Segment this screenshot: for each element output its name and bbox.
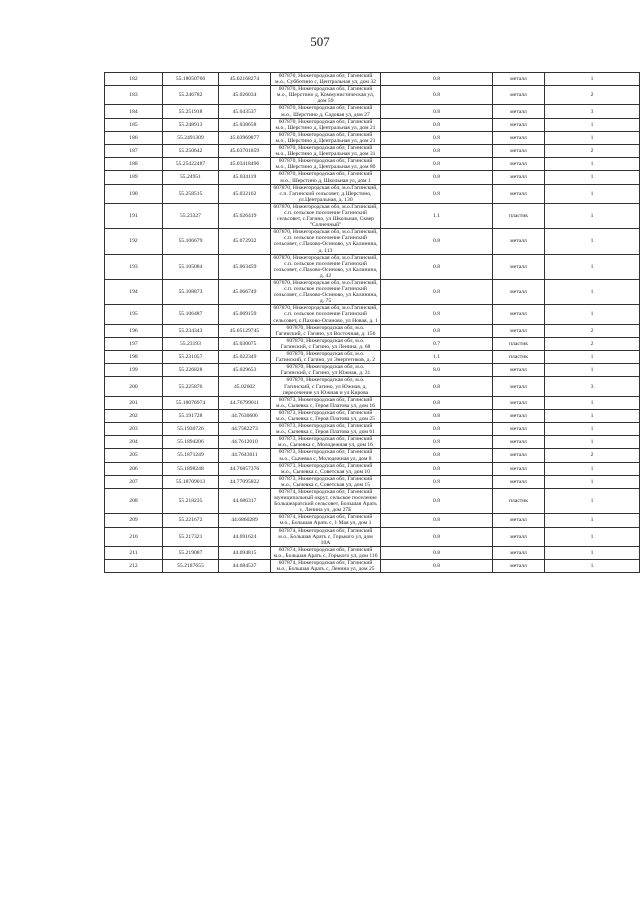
row-number-cell: 197 xyxy=(105,337,163,350)
count-cell: 1 xyxy=(545,409,640,422)
table-row xyxy=(105,489,640,514)
latitude-cell: 55.217321 xyxy=(163,527,219,546)
latitude-cell: 55.1894206 xyxy=(163,436,219,449)
material-cell: металл xyxy=(493,436,545,449)
latitude-cell: 55.246782 xyxy=(163,86,219,105)
table-row xyxy=(105,409,640,422)
material-cell: металл xyxy=(493,184,545,203)
volume-cell: 1.1 xyxy=(381,351,493,364)
table-row xyxy=(105,560,640,573)
count-cell: 3 xyxy=(545,377,640,396)
latitude-cell: 55.226828 xyxy=(163,364,219,377)
count-cell: 1 xyxy=(545,489,640,514)
table-row xyxy=(105,449,640,462)
volume-cell: 0.8 xyxy=(381,305,493,324)
longitude-cell: 44.7643011 xyxy=(219,449,271,462)
table-row xyxy=(105,131,640,144)
address-cell: 607870, Нижегородская обл, Гагинский м.о., Шерстино д, Коммунистическая ул, дом 59 xyxy=(271,86,381,105)
row-number-cell: 193 xyxy=(105,254,163,279)
count-cell: 1 xyxy=(545,364,640,377)
address-cell: 607873, Нижегородская обл, Гагинский м.о., Сычевка с, Героя Платова ул, дом 61 xyxy=(271,423,381,436)
address-cell: 607870, Нижегородская обл, м.о.Гагинский, с.п. сельское поселение Гагинский сельсовет, с.Пахово-Осиново, ул Калинина, д. 42 xyxy=(271,254,381,279)
row-number-cell: 191 xyxy=(105,203,163,228)
volume-cell: 0.8 xyxy=(381,229,493,254)
row-number-cell: 190 xyxy=(105,184,163,203)
latitude-cell: 55.251918 xyxy=(163,105,219,118)
volume-cell: 0.8 xyxy=(381,462,493,475)
row-number-cell: 182 xyxy=(105,73,163,86)
row-number-cell: 206 xyxy=(105,462,163,475)
material-cell: металл xyxy=(493,423,545,436)
material-cell: пластик xyxy=(493,489,545,514)
address-cell: 607870, Нижегородская обл, Гагинский м.о., Шерстино д, Центральная ул, дом 31 xyxy=(271,145,381,158)
table-row xyxy=(105,105,640,118)
row-number-cell: 185 xyxy=(105,118,163,131)
row-number-cell: 207 xyxy=(105,475,163,488)
volume-cell: 0.8 xyxy=(381,527,493,546)
count-cell: 1 xyxy=(545,462,640,475)
count-cell: 1 xyxy=(545,546,640,559)
table-row xyxy=(105,396,640,409)
longitude-cell: 45.05129745 xyxy=(219,324,271,337)
material-cell: металл xyxy=(493,118,545,131)
volume-cell: 8.0 xyxy=(381,364,493,377)
row-number-cell: 189 xyxy=(105,171,163,184)
row-number-cell: 196 xyxy=(105,324,163,337)
volume-cell: 0.8 xyxy=(381,280,493,305)
page-number: 507 xyxy=(310,34,330,49)
address-cell: 607873, Нижегородская обл, Гагинский м.о., Сычевка с, Героя Платова ул, дом 16 xyxy=(271,396,381,409)
longitude-cell: 45.038658 xyxy=(219,118,271,131)
table-row xyxy=(105,324,640,337)
count-cell: 1 xyxy=(545,514,640,527)
latitude-cell: 55.23193 xyxy=(163,337,219,350)
latitude-cell: 55.234343 xyxy=(163,324,219,337)
material-cell: металл xyxy=(493,514,545,527)
address-cell: 607870, Нижегородская обл, м.о.Гагинский, с.п. сельское поселение Гагинский сельсовет, с.Пахово-Осиново, ул Калинина, д. 113 xyxy=(271,229,381,254)
count-cell: 1 xyxy=(545,351,640,364)
address-cell: 607870, Нижегородская обл, м.о.Гагинский, с.п. сельское поселение Гагинский сельсовет, с.Гагино, ул Школьная, Сквер "Солнечный" xyxy=(271,203,381,228)
material-cell: металл xyxy=(493,475,545,488)
row-number-cell: 183 xyxy=(105,86,163,105)
table-row xyxy=(105,229,640,254)
longitude-cell: 45.022349 xyxy=(219,351,271,364)
container-site-table xyxy=(104,72,640,573)
material-cell: металл xyxy=(493,305,545,324)
longitude-cell: 44.694815 xyxy=(219,546,271,559)
row-number-cell: 192 xyxy=(105,229,163,254)
row-number-cell: 210 xyxy=(105,527,163,546)
table-row xyxy=(105,351,640,364)
count-cell: 2 xyxy=(545,324,640,337)
material-cell: металл xyxy=(493,324,545,337)
longitude-cell: 45.02168274 xyxy=(219,73,271,86)
count-cell: 1 xyxy=(545,254,640,279)
longitude-cell: 45.034119 xyxy=(219,171,271,184)
volume-cell: 0.8 xyxy=(381,324,493,337)
address-cell: 607870, Нижегородская обл, м.о. Гагинский, с Гагино, ул Восточная, д. 156 xyxy=(271,324,381,337)
count-cell: 1 xyxy=(545,158,640,171)
volume-cell: 0.8 xyxy=(381,409,493,422)
material-cell: металл xyxy=(493,105,545,118)
count-cell: 1 xyxy=(545,184,640,203)
address-cell: 607870, Нижегородская обл, м.о. Гагинский, с Гагино, ул Ленина, д. 68 xyxy=(271,337,381,350)
table-row xyxy=(105,305,640,324)
longitude-cell: 44.7630606 xyxy=(219,409,271,422)
table-row xyxy=(105,377,640,396)
table-row xyxy=(105,158,640,171)
row-number-cell: 205 xyxy=(105,449,163,462)
address-cell: 607874, Нижегородская обл, Гагинский м.о., Большая Арать с, 1 Мая ул, дом 1 xyxy=(271,514,381,527)
count-cell: 1 xyxy=(545,560,640,573)
count-cell: 1 xyxy=(545,131,640,144)
material-cell: металл xyxy=(493,409,545,422)
row-number-cell: 211 xyxy=(105,546,163,559)
longitude-cell: 44.7582273 xyxy=(219,423,271,436)
table-row xyxy=(105,436,640,449)
volume-cell: 0.8 xyxy=(381,86,493,105)
row-number-cell: 200 xyxy=(105,377,163,396)
latitude-cell: 55.225876 xyxy=(163,377,219,396)
table-row xyxy=(105,462,640,475)
longitude-cell: 44.691624 xyxy=(219,527,271,546)
longitude-cell: 45.043537 xyxy=(219,105,271,118)
volume-cell: 0.7 xyxy=(381,337,493,350)
count-cell: 2 xyxy=(545,449,640,462)
table-row xyxy=(105,423,640,436)
address-cell: 607873, Нижегородская обл, Гагинский м.о., Сычевка с, Советская ул, дом 10 xyxy=(271,462,381,475)
row-number-cell: 204 xyxy=(105,436,163,449)
latitude-cell: 55.231057 xyxy=(163,351,219,364)
address-cell: 607873, Нижегородская обл, Гагинский м.о., Сычевка с, Советская ул, дом 15 xyxy=(271,475,381,488)
address-cell: 607870, Нижегородская обл, Гагинский м.о., Субботино с, Центральная ул, дом 32 xyxy=(271,73,381,86)
longitude-cell: 44.7612010 xyxy=(219,436,271,449)
table-row xyxy=(105,184,640,203)
table-row xyxy=(105,73,640,86)
count-cell: 1 xyxy=(545,305,640,324)
latitude-cell: 55.23327 xyxy=(163,203,219,228)
latitude-cell: 55.106679 xyxy=(163,229,219,254)
material-cell: металл xyxy=(493,73,545,86)
latitude-cell: 55.219087 xyxy=(163,546,219,559)
address-cell: 607870, Нижегородская обл, Гагинский м.о., Шерстино д, Центральная ул, дом 80 xyxy=(271,158,381,171)
latitude-cell: 55.2187655 xyxy=(163,560,219,573)
table-row xyxy=(105,475,640,488)
material-cell: металл xyxy=(493,546,545,559)
material-cell: металл xyxy=(493,396,545,409)
address-cell: 607873, Нижегородская обл, Гагинский м.о., Сычевка с, Молодежная ул, дом 16 xyxy=(271,436,381,449)
count-cell: 1 xyxy=(545,203,640,228)
longitude-cell: 45.02602 xyxy=(219,377,271,396)
count-cell: 1 xyxy=(545,436,640,449)
volume-cell: 0.8 xyxy=(381,118,493,131)
latitude-cell: 55.24951 xyxy=(163,171,219,184)
volume-cell: 1.1 xyxy=(381,203,493,228)
table-row xyxy=(105,86,640,105)
volume-cell: 0.8 xyxy=(381,423,493,436)
longitude-cell: 44.77095822 xyxy=(219,475,271,488)
longitude-cell: 45.069159 xyxy=(219,305,271,324)
address-cell: 607870, Нижегородская обл, м.о. Гагинский, с Гагино, ул Южная, д. 31 xyxy=(271,364,381,377)
address-cell: 607874, Нижегородская обл, Гагинский м.о., Большая Арать с, Горького ул, дом 10А xyxy=(271,527,381,546)
latitude-cell: 55.248913 xyxy=(163,118,219,131)
latitude-cell: 55.18076974 xyxy=(163,396,219,409)
volume-cell: 0.8 xyxy=(381,171,493,184)
count-cell: 2 xyxy=(545,145,640,158)
count-cell: 1 xyxy=(545,423,640,436)
latitude-cell: 55.258515 xyxy=(163,184,219,203)
material-cell: металл xyxy=(493,527,545,546)
volume-cell: 0.8 xyxy=(381,560,493,573)
row-number-cell: 195 xyxy=(105,305,163,324)
count-cell: 1 xyxy=(545,118,640,131)
latitude-cell: 55.218235 xyxy=(163,489,219,514)
volume-cell: 0.8 xyxy=(381,158,493,171)
latitude-cell: 55.1871249 xyxy=(163,449,219,462)
latitude-cell: 55.105084 xyxy=(163,254,219,279)
table-row xyxy=(105,364,640,377)
address-cell: 607873, Нижегородская обл, Гагинский м.о., Сычевка с, Молодежная ул, дом 8 xyxy=(271,449,381,462)
longitude-cell: 45.032162 xyxy=(219,184,271,203)
address-cell: 607870, Нижегородская обл, Гагинский м.о., Шерстино д, Центральная ул, дом 21 xyxy=(271,118,381,131)
longitude-cell: 45.026419 xyxy=(219,203,271,228)
address-cell: 607870, Нижегородская обл, м.о. Гагинский, с Гагино, ул Энергетиков, д. 2 xyxy=(271,351,381,364)
material-cell: металл xyxy=(493,560,545,573)
table-row xyxy=(105,527,640,546)
volume-cell: 0.8 xyxy=(381,475,493,488)
material-cell: металл xyxy=(493,229,545,254)
count-cell: 1 xyxy=(545,396,640,409)
latitude-cell: 55.1930726 xyxy=(163,423,219,436)
address-cell: 607870, Нижегородская обл, Гагинский м.о., Шерстино д, Центральная ул, дом 21 xyxy=(271,131,381,144)
material-cell: металл xyxy=(493,145,545,158)
volume-cell: 0.8 xyxy=(381,546,493,559)
address-cell: 607874, Нижегородская обл, Гагинский м.о., Большая Арать с, Горького ул, дом 116 xyxy=(271,546,381,559)
longitude-cell: 44.6860289 xyxy=(219,514,271,527)
longitude-cell: 45.03418496 xyxy=(219,158,271,171)
row-number-cell: 212 xyxy=(105,560,163,573)
material-cell: металл xyxy=(493,254,545,279)
latitude-cell: 55.221672 xyxy=(163,514,219,527)
row-number-cell: 202 xyxy=(105,409,163,422)
row-number-cell: 201 xyxy=(105,396,163,409)
material-cell: металл xyxy=(493,449,545,462)
material-cell: пластик xyxy=(493,203,545,228)
latitude-cell: 55.108873 xyxy=(163,280,219,305)
table-row xyxy=(105,254,640,279)
count-cell: 3 xyxy=(545,105,640,118)
row-number-cell: 199 xyxy=(105,364,163,377)
count-cell: 1 xyxy=(545,527,640,546)
row-number-cell: 209 xyxy=(105,514,163,527)
material-cell: металл xyxy=(493,131,545,144)
address-cell: 607870, Нижегородская обл, м.о.Гагинский, с.п. сельское поселение Гагинский сельсовет, с.Пахово-Осиново, ул Калинина, д. 75 xyxy=(271,280,381,305)
address-cell: 607870, Нижегородская обл, м.о.Гагинский, с.п. Гагинский сельсовет, д.Шерстино, ул.Центральная, д. 130 xyxy=(271,184,381,203)
latitude-cell: 55.25422487 xyxy=(163,158,219,171)
row-number-cell: 184 xyxy=(105,105,163,118)
row-number-cell: 194 xyxy=(105,280,163,305)
address-cell: 607870, Нижегородская обл, м.о. Гагинский, с Гагино, ул Южная, д. пересечение ул Южная и ул Кирова xyxy=(271,377,381,396)
latitude-cell: 55.2491309 xyxy=(163,131,219,144)
material-cell: металл xyxy=(493,171,545,184)
material-cell: металл xyxy=(493,280,545,305)
volume-cell: 0.8 xyxy=(381,514,493,527)
volume-cell: 0.8 xyxy=(381,449,493,462)
material-cell: металл xyxy=(493,377,545,396)
volume-cell: 0.8 xyxy=(381,254,493,279)
table-row xyxy=(105,514,640,527)
count-cell: 1 xyxy=(545,171,640,184)
volume-cell: 0.8 xyxy=(381,377,493,396)
longitude-cell: 45.072932 xyxy=(219,229,271,254)
volume-cell: 0.8 xyxy=(381,396,493,409)
longitude-cell: 45.066749 xyxy=(219,280,271,305)
longitude-cell: 45.030075 xyxy=(219,337,271,350)
latitude-cell: 55.250642 xyxy=(163,145,219,158)
count-cell: 2 xyxy=(545,337,640,350)
material-cell: металл xyxy=(493,86,545,105)
longitude-cell: 45.026034 xyxy=(219,86,271,105)
material-cell: металл xyxy=(493,462,545,475)
count-cell: 2 xyxy=(545,86,640,105)
address-cell: 607874, Нижегородская обл, Гагинский муниципальный округ, сельское поселение Большеаратский сельсовет, Большая Арать с, Ленина ул, дом 27Б xyxy=(271,489,381,514)
row-number-cell: 187 xyxy=(105,145,163,158)
address-cell: 607870, Нижегородская обл, Гагинский м.о., Шерстино д, Школьная ул, дом 1 xyxy=(271,171,381,184)
table-row xyxy=(105,337,640,350)
address-cell: 607873, Нижегородская обл, Гагинский м.о., Сычевка с, Героя Платова ул, дом 25 xyxy=(271,409,381,422)
longitude-cell: 44.684537 xyxy=(219,560,271,573)
volume-cell: 0.8 xyxy=(381,489,493,514)
material-cell: пластик xyxy=(493,337,545,350)
row-number-cell: 198 xyxy=(105,351,163,364)
material-cell: металл xyxy=(493,364,545,377)
longitude-cell: 45.03969877 xyxy=(219,131,271,144)
latitude-cell: 55.1898248 xyxy=(163,462,219,475)
table-row xyxy=(105,546,640,559)
latitude-cell: 55.106487 xyxy=(163,305,219,324)
table-row xyxy=(105,280,640,305)
material-cell: металл xyxy=(493,158,545,171)
volume-cell: 0.8 xyxy=(381,73,493,86)
row-number-cell: 203 xyxy=(105,423,163,436)
table-row xyxy=(105,203,640,228)
longitude-cell: 45.03701859 xyxy=(219,145,271,158)
count-cell: 1 xyxy=(545,73,640,86)
volume-cell: 0.8 xyxy=(381,145,493,158)
longitude-cell: 45.063459 xyxy=(219,254,271,279)
material-cell: пластик xyxy=(493,351,545,364)
count-cell: 1 xyxy=(545,280,640,305)
longitude-cell: 45.029653 xyxy=(219,364,271,377)
address-cell: 607874, Нижегородская обл, Гагинский м.о., Большая Арать с, Ленина ул, дом 25 xyxy=(271,560,381,573)
longitude-cell: 44.76799011 xyxy=(219,396,271,409)
table-row xyxy=(105,145,640,158)
row-number-cell: 186 xyxy=(105,131,163,144)
count-cell: 1 xyxy=(545,475,640,488)
longitude-cell: 44.76857376 xyxy=(219,462,271,475)
table-row xyxy=(105,118,640,131)
latitude-cell: 55.191728 xyxy=(163,409,219,422)
volume-cell: 0.8 xyxy=(381,105,493,118)
row-number-cell: 188 xyxy=(105,158,163,171)
volume-cell: 0.8 xyxy=(381,184,493,203)
volume-cell: 0.8 xyxy=(381,436,493,449)
longitude-cell: 44.686317 xyxy=(219,489,271,514)
latitude-cell: 55.18709013 xyxy=(163,475,219,488)
volume-cell: 0.8 xyxy=(381,131,493,144)
address-cell: 607870, Нижегородская обл, Гагинский м.о., Шерстино д, Садовая ул, дом 27 xyxy=(271,105,381,118)
count-cell: 1 xyxy=(545,229,640,254)
row-number-cell: 208 xyxy=(105,489,163,514)
table-row xyxy=(105,171,640,184)
latitude-cell: 55.18050766 xyxy=(163,73,219,86)
address-cell: 607870, Нижегородская обл, м.о.Гагинский, с.п. сельское поселение Гагинский сельсовет, с.Пахово-Осиново, ул Новая, д. 1 xyxy=(271,305,381,324)
